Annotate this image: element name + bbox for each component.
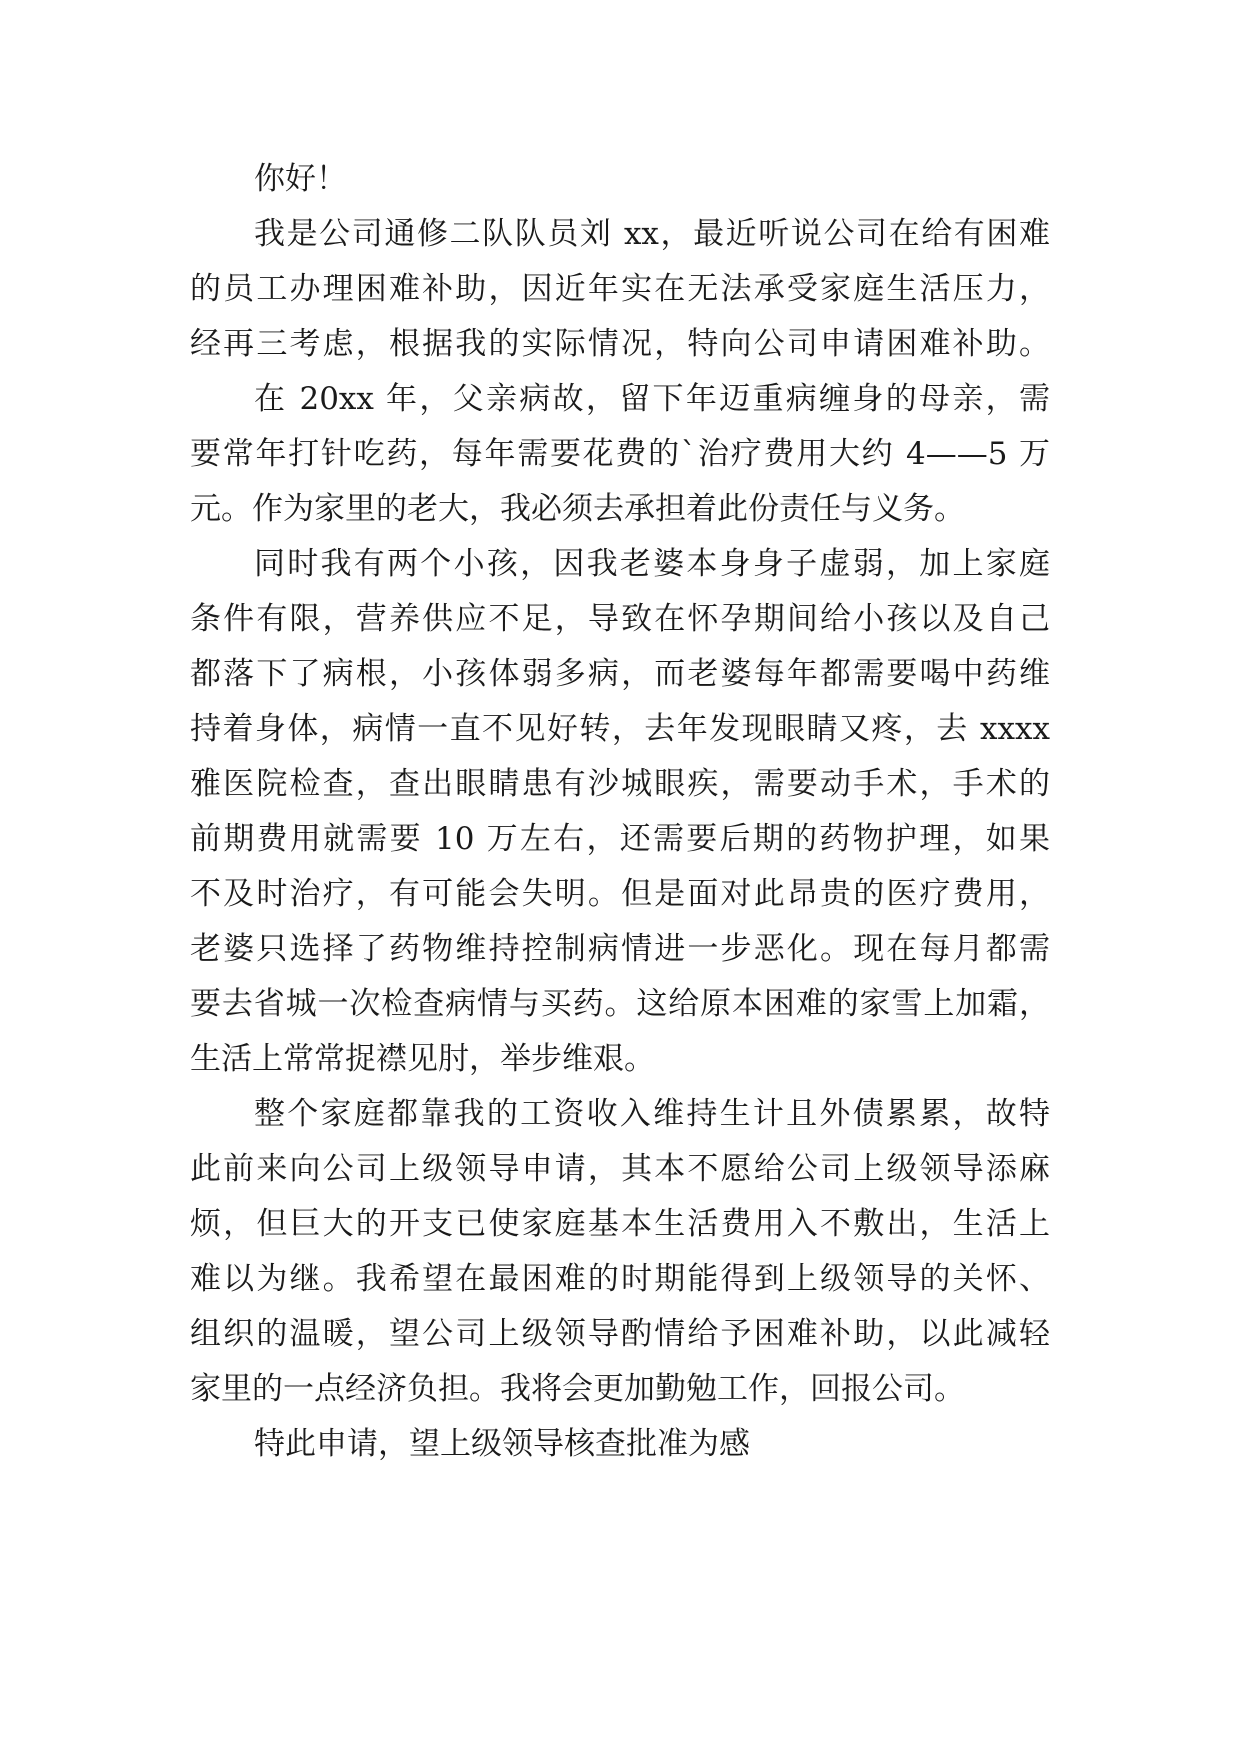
- paragraph-line: 同时我有两个小孩，因我老婆本身身子虚弱，加上家庭: [254, 546, 1050, 582]
- paragraph-line: 不及时治疗，有可能会失明。但是面对此昂贵的医疗费用，: [190, 876, 1050, 912]
- paragraph-line: 都落下了病根，小孩体弱多病，而老婆每年都需要喝中药维: [190, 656, 1050, 692]
- paragraph-2: [190, 372, 1050, 537]
- paragraph-line: 组织的温暖，望公司上级领导酌情给予困难补助，以此减轻: [190, 1316, 1050, 1352]
- paragraph-line: 难以为继。我希望在最困难的时期能得到上级领导的关怀、: [190, 1261, 1050, 1297]
- paragraph-3: [190, 537, 1050, 1087]
- closing-line: 特此申请，望上级领导核查批准为感: [254, 1426, 750, 1462]
- paragraph-line: 要常年打针吃药，每年需要花费的`治疗费用大约 4——5 万: [190, 436, 1050, 472]
- paragraph-line: 经再三考虑，根据我的实际情况，特向公司申请困难补助。: [190, 326, 1050, 362]
- paragraph-4: [190, 1087, 1050, 1417]
- paragraph-1: [190, 207, 1050, 372]
- letter-body: [190, 152, 1050, 1472]
- paragraph-line: 整个家庭都靠我的工资收入维持生计且外债累累，故特: [254, 1096, 1050, 1132]
- paragraph-line: 此前来向公司上级领导申请，其本不愿给公司上级领导添麻: [190, 1151, 1050, 1187]
- paragraph-line: 在 20xx 年，父亲病故，留下年迈重病缠身的母亲，需: [254, 381, 1050, 417]
- paragraph-line: 我是公司通修二队队员刘 xx，最近听说公司在给有困难: [254, 216, 1050, 252]
- paragraph-line: 前期费用就需要 10 万左右，还需要后期的药物护理，如果: [190, 821, 1050, 857]
- paragraph-line: 的员工办理困难补助，因近年实在无法承受家庭生活压力，: [190, 271, 1050, 307]
- paragraph-line: 家里的一点经济负担。我将会更加勤勉工作，回报公司。: [190, 1371, 965, 1407]
- paragraph-line: 元。作为家里的老大，我必须去承担着此份责任与义务。: [190, 491, 965, 527]
- paragraph-line: 要去省城一次检查病情与买药。这给原本困难的家雪上加霜，: [190, 986, 1050, 1022]
- paragraph-line: 雅医院检查，查出眼睛患有沙城眼疾，需要动手术，手术的: [190, 766, 1050, 802]
- paragraph-line: 烦，但巨大的开支已使家庭基本生活费用入不敷出，生活上: [190, 1206, 1050, 1242]
- paragraph-line: 条件有限，营养供应不足，导致在怀孕期间给小孩以及自己: [190, 601, 1050, 637]
- paragraph-line: 持着身体，病情一直不见好转，去年发现眼睛又疼，去 xxxx: [190, 711, 1050, 747]
- paragraph-line: 生活上常常捉襟见肘，举步维艰。: [190, 1041, 655, 1077]
- greeting: 你好！: [254, 161, 347, 197]
- paragraph-line: 老婆只选择了药物维持控制病情进一步恶化。现在每月都需: [190, 931, 1050, 967]
